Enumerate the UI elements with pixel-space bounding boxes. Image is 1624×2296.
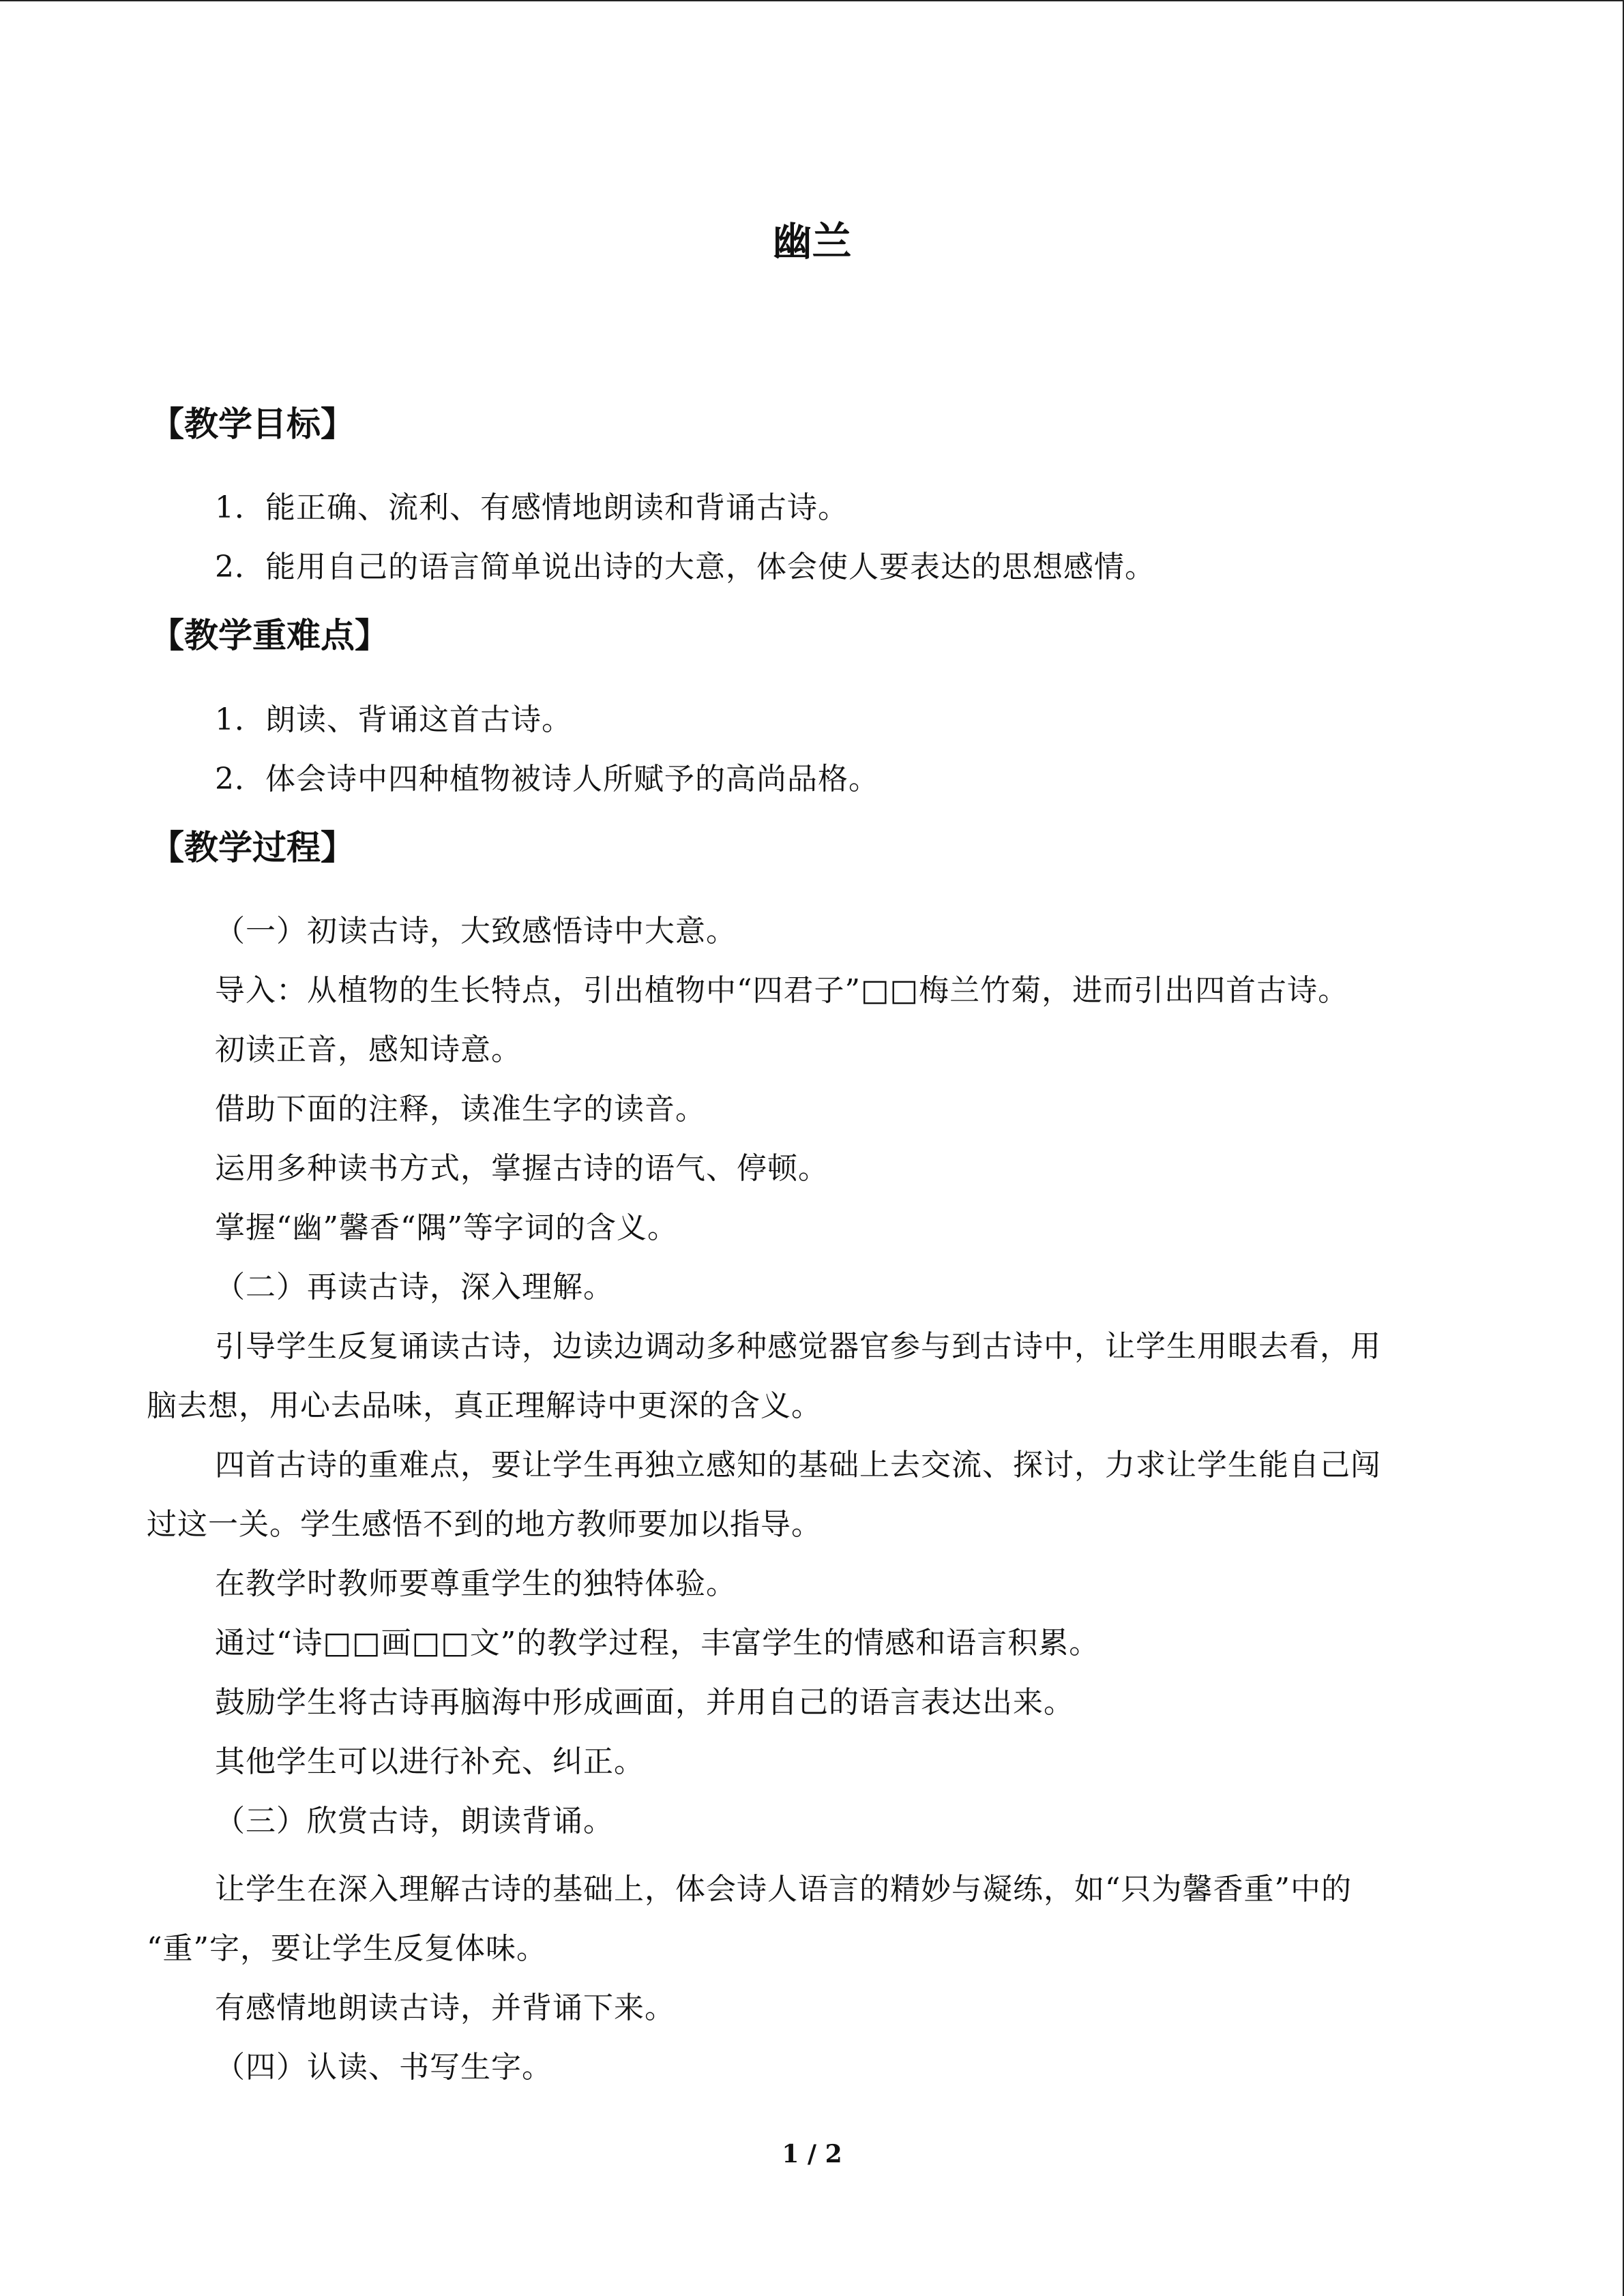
process-line: 运用多种读书方式，掌握古诗的语气、停顿。 — [215, 1151, 829, 1186]
process-line: （三）欣赏古诗，朗读背诵。 — [215, 1804, 614, 1838]
objective-item: 2．能用自己的语言简单说出诗的大意，体会使人要表达的思想感情。 — [215, 550, 1155, 584]
process-line: 通过“诗□□画□□文”的教学过程，丰富学生的情感和语言积累。 — [215, 1626, 1100, 1660]
process-line: 借助下面的注释，读准生字的读音。 — [215, 1092, 706, 1127]
section-heading-objectives: 【教学目标】 — [150, 404, 355, 444]
process-line: 脑去想，用心去品味，真正理解诗中更深的含义。 — [147, 1388, 822, 1423]
process-line: 让学生在深入理解古诗的基础上，体会诗人语言的精妙与凝练，如“只为馨香重”中的 — [215, 1872, 1352, 1907]
process-line: 四首古诗的重难点，要让学生再独立感知的基础上去交流、探讨，力求让学生能自己闯 — [215, 1448, 1381, 1482]
process-line: 鼓励学生将古诗再脑海中形成画面，并用自己的语言表达出来。 — [215, 1685, 1074, 1720]
process-line: 在教学时教师要尊重学生的独特体验。 — [215, 1566, 737, 1601]
process-line: （四）认读、书写生字。 — [215, 2050, 552, 2085]
key-point-item: 1．朗读、背诵这首古诗。 — [215, 702, 572, 737]
objective-item: 1．能正确、流利、有感情地朗读和背诵古诗。 — [215, 490, 848, 525]
process-line: 过这一关。学生感悟不到的地方教师要加以指导。 — [147, 1507, 822, 1542]
page-number: 1 / 2 — [782, 2140, 842, 2168]
process-line: 掌握“幽”馨香“隅”等字词的含义。 — [215, 1210, 678, 1245]
process-line: （一）初读古诗，大致感悟诗中大意。 — [215, 914, 737, 949]
page-title: 幽兰 — [772, 218, 852, 265]
process-line: “重”字，要让学生反复体味。 — [147, 1931, 547, 1966]
process-line: 初读正音，感知诗意。 — [215, 1032, 522, 1067]
process-line: 其他学生可以进行补充、纠正。 — [215, 1744, 645, 1779]
process-line: （二）再读古诗，深入理解。 — [215, 1270, 614, 1304]
process-line: 引导学生反复诵读古诗，边读边调动多种感觉器官参与到古诗中，让学生用眼去看，用 — [215, 1329, 1381, 1364]
process-line: 有感情地朗读古诗，并背诵下来。 — [215, 1991, 675, 2025]
process-line: 导入：从植物的生长特点，引出植物中“四君子”□□梅兰竹菊，进而引出四首古诗。 — [215, 973, 1349, 1008]
key-point-item: 2．体会诗中四种植物被诗人所赋予的高尚品格。 — [215, 762, 879, 796]
section-heading-key-points: 【教学重难点】 — [150, 616, 389, 655]
section-heading-process: 【教学过程】 — [150, 828, 355, 867]
